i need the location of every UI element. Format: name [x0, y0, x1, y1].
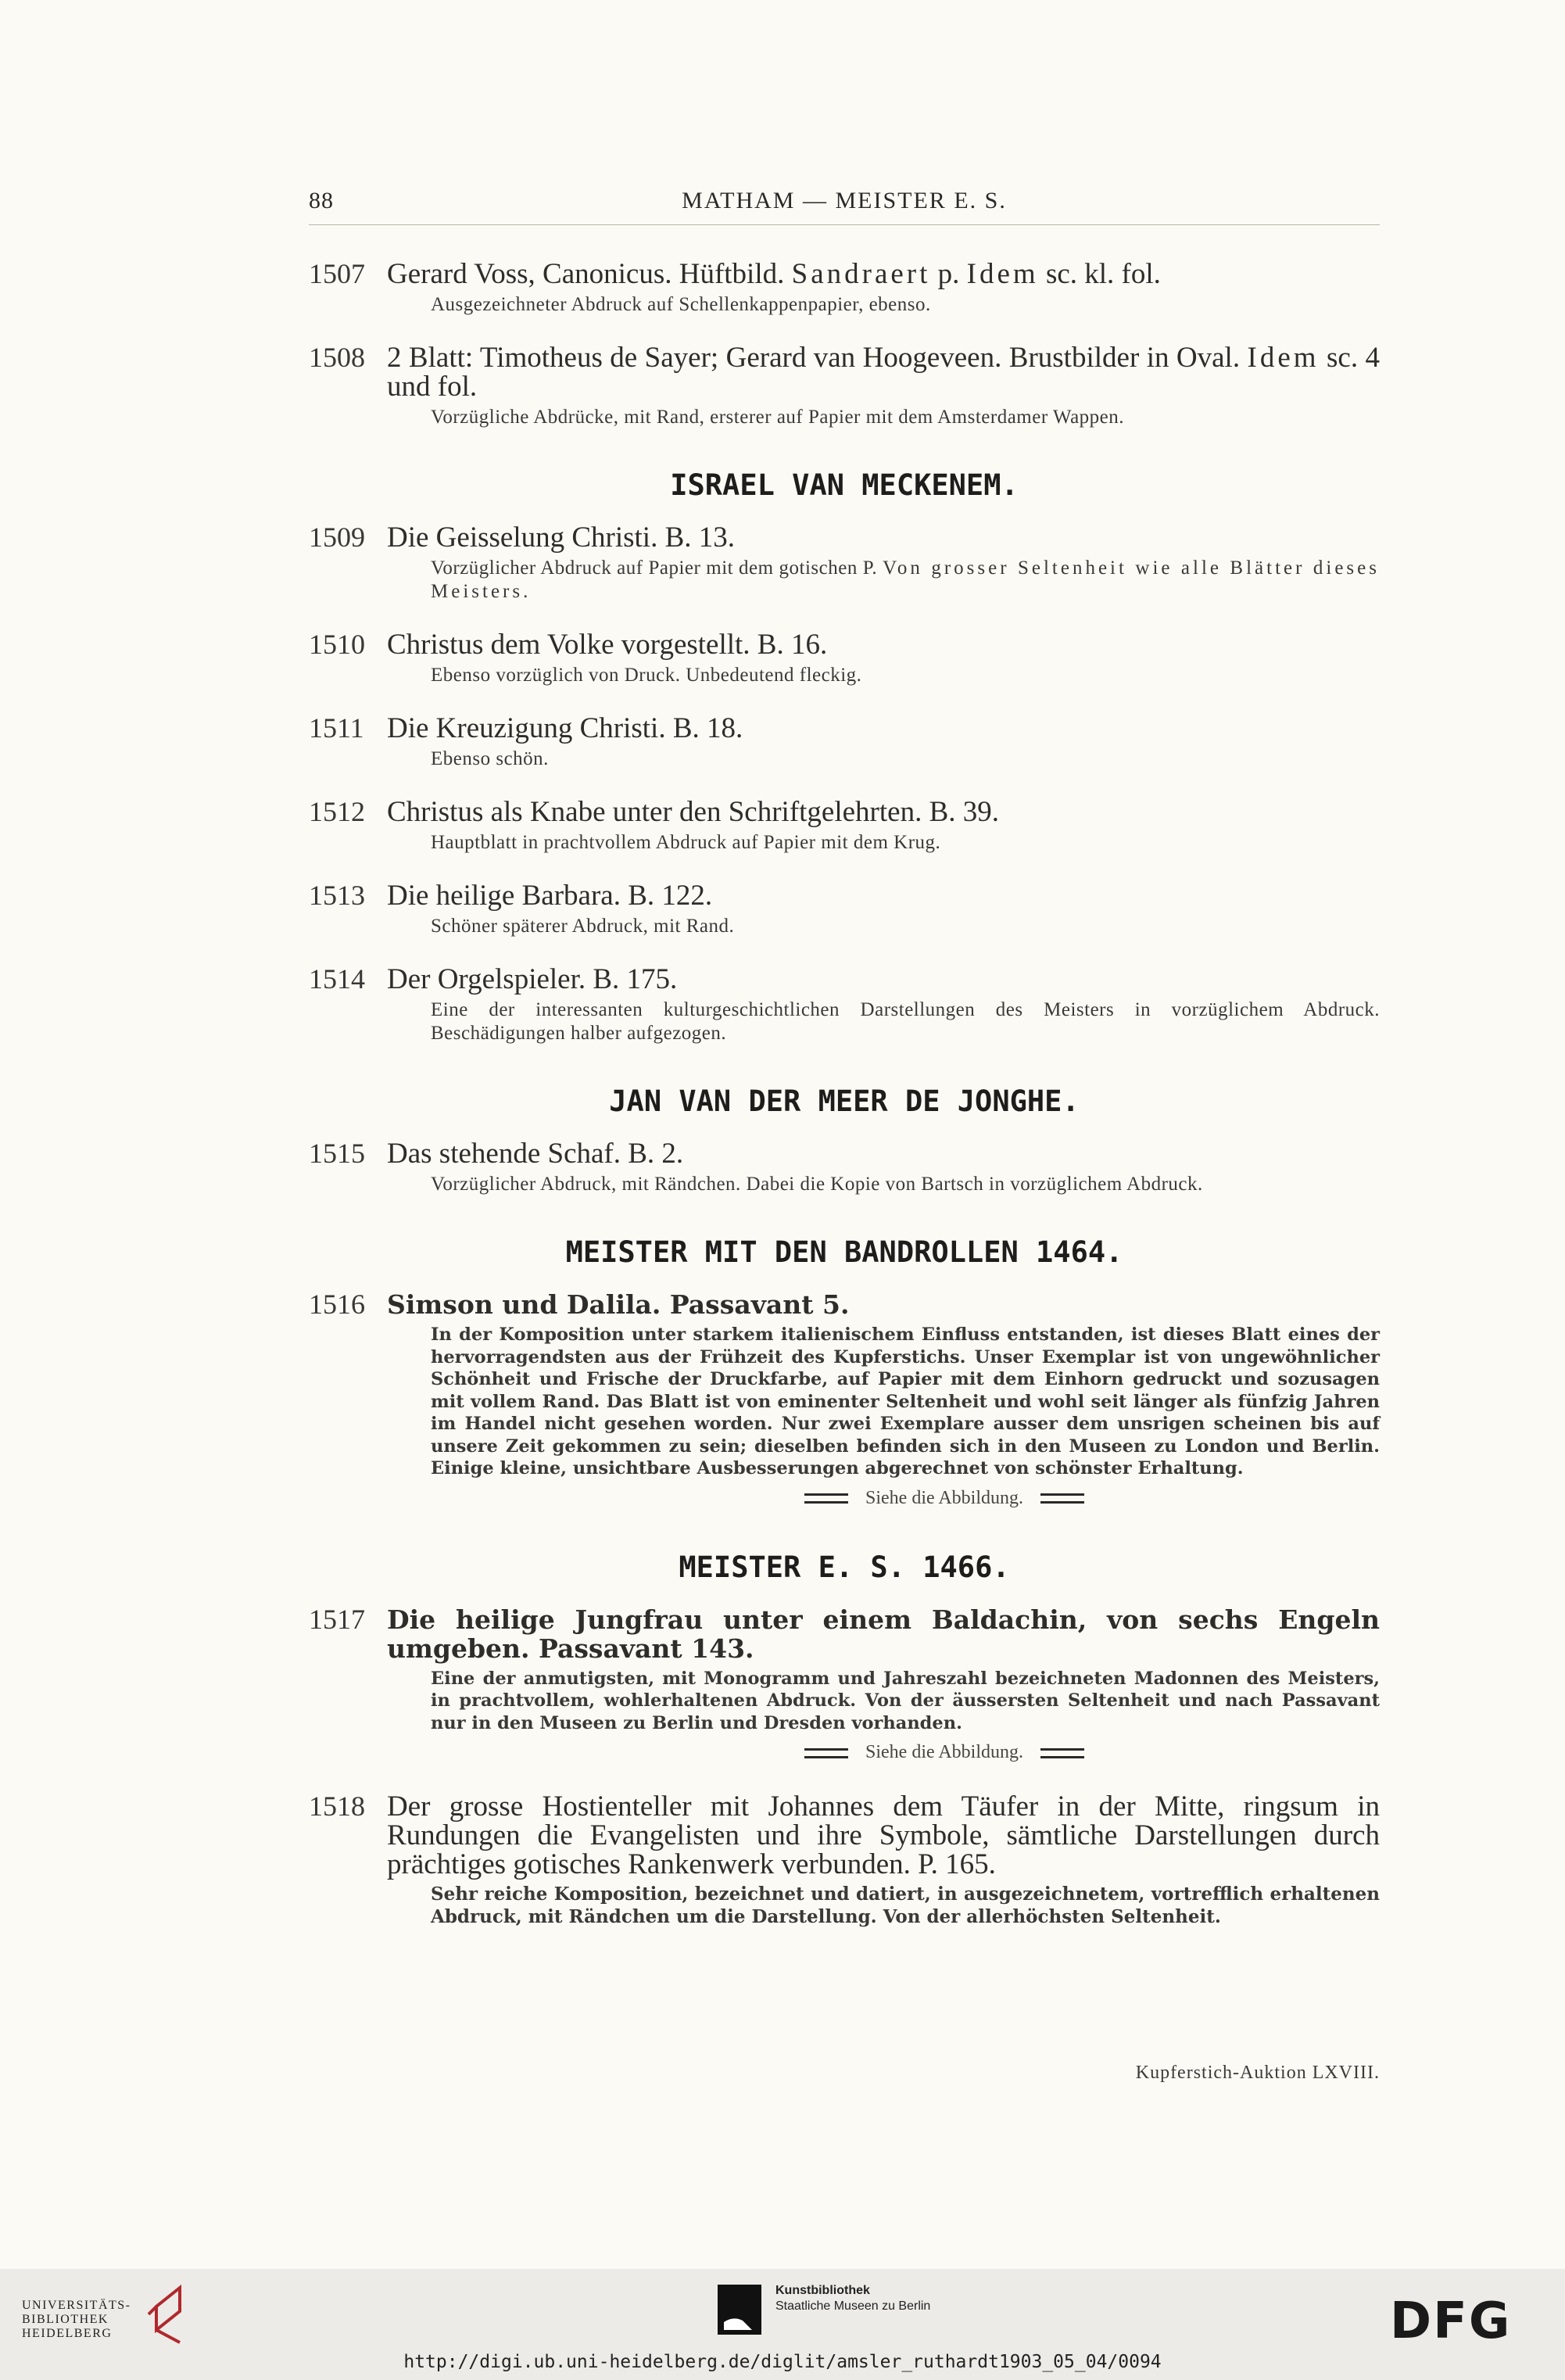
entry-number: 1513 [309, 880, 365, 911]
catalog-entry-1517 [309, 1605, 1380, 1766]
catalog-entry-1515 [309, 1139, 1380, 1196]
header-rule [309, 224, 1380, 225]
entry-title: Die heilige Jungfrau unter einem Baldachin, von sechs Engeln umgeben. Passavant 143. [387, 1604, 1380, 1664]
entry-note: Schöner späterer Abdruck, mit Rand. [431, 916, 735, 937]
entry-number: 1510 [309, 629, 365, 660]
double-rule [1040, 1748, 1084, 1758]
title-spaced-name: Idem [966, 258, 1039, 290]
ub-heidelberg-label[interactable] [22, 2299, 131, 2341]
entry-title: Der Orgelspieler. B. 175. [387, 963, 678, 995]
title-text: sc. kl. fol. [1038, 258, 1161, 290]
title-spaced-name: Idem [1247, 342, 1320, 374]
entry-title: Christus dem Volke vorgestellt. B. 16. [387, 629, 828, 661]
section-heading-meer: JAN VAN DER MEER DE JONGHE. [609, 1084, 1080, 1118]
entry-note: Vorzügliche Abdrücke, mit Rand, ersterer auf Papier mit dem Amsterdamer Wappen. [431, 407, 1125, 428]
kunstbibliothek-label[interactable] [775, 2283, 930, 2314]
entry-title: Die Kreuzigung Christi. B. 18. [387, 712, 743, 744]
double-rule [804, 1493, 848, 1504]
entry-number: 1509 [309, 522, 365, 553]
catalog-entry-1518 [309, 1792, 1380, 1928]
entry-note: Eine der interessanten kulturgeschichtlichen Darstellungen des Meisters in vorzüglichem Abdruck. Beschädigungen halber aufgezogen. [431, 999, 1380, 1044]
title-spaced-name: Sandraert [791, 258, 931, 290]
entry-note: Ebenso vorzüglich von Druck. Unbedeutend fleckig. [431, 665, 862, 686]
entry-title [387, 343, 1380, 401]
entry-note [431, 557, 1380, 604]
ub-line: HEIDELBERG [22, 2327, 113, 2340]
entry-title: Der grosse Hostienteller mit Johannes dem Täufer in der Mitte, ringsum in Rundungen die Evangelisten und ihre Symbole, sämtliche Darstellungen durch prächtiges gotisches Rankenwerk verbunden. P. 165. [387, 1790, 1380, 1880]
entry-note: Ausgezeichneter Abdruck auf Schellenkappenpapier, ebenso. [431, 294, 931, 315]
entry-note: Ebenso schön. [431, 748, 549, 769]
double-rule [804, 1748, 848, 1758]
entry-number: 1508 [309, 342, 365, 373]
catalog-entry-1509 [309, 523, 1380, 604]
ub-line: UNIVERSITÄTS- [22, 2299, 131, 2312]
entry-number: 1511 [309, 712, 364, 744]
entry-number: 1514 [309, 963, 365, 995]
note-spaced-text: Von grosser Seltenheit wie alle Blätter dieses Meisters. [431, 557, 1380, 602]
permalink-url[interactable]: http://digi.ub.uni-heidelberg.de/diglit/amsler_ruthardt1903_05_04/0094 [403, 2352, 1162, 2372]
see-illustration [509, 1485, 1380, 1511]
catalog-content [309, 260, 1380, 1955]
kb-subtitle: Staatliche Museen zu Berlin [775, 2299, 931, 2313]
entry-number: 1517 [309, 1603, 365, 1635]
entry-note: Sehr reiche Komposition, bezeichnet und datiert, in ausgezeichnetem, vortrefflich erhaltenen Abdruck, mit Rändchen um die Darstellung. Von der allerhöchsten Seltenheit. [431, 1884, 1380, 1927]
dfg-logo[interactable]: DFG [1390, 2292, 1512, 2350]
section-heading-meister-es: MEISTER E. S. 1466. [679, 1550, 1010, 1584]
catalog-entry-1511 [309, 714, 1380, 771]
entry-title [387, 260, 1380, 289]
see-illustration [509, 1739, 1380, 1765]
entry-title: Simson und Dalila. Passavant 5. [387, 1289, 850, 1320]
catalog-entry-1513 [309, 881, 1380, 938]
entry-number: 1515 [309, 1138, 365, 1169]
entry-title: Das stehende Schaf. B. 2. [387, 1138, 684, 1170]
note-text: Vorzüglicher Abdruck auf Papier mit dem gotischen P. [431, 557, 883, 579]
entry-number: 1516 [309, 1289, 365, 1320]
entry-note: Eine der anmutigsten, mit Monogramm und Jahreszahl bezeichneten Madonnen des Meisters, in prachtvollem, wohlerhaltenen Abdruck. Von der äussersten Seltenheit und nach Passavant nur in den Museen zu Berlin und Dresden vorhanden. [431, 1668, 1380, 1733]
page-header [309, 188, 1380, 219]
entry-note: Vorzüglicher Abdruck, mit Rändchen. Dabei die Kopie von Bartsch in vorzüglichem Abdruck. [431, 1174, 1203, 1195]
double-rule [1040, 1493, 1084, 1504]
signature-line: Kupferstich-Auktion LXVIII. [1135, 2063, 1380, 2083]
ub-logo-icon[interactable] [142, 2283, 189, 2346]
kunstbibliothek-logo-icon[interactable] [718, 2281, 765, 2339]
kb-name: Kunstbibliothek [775, 2284, 870, 2297]
see-illustration-text: Siehe die Abbildung. [865, 1742, 1023, 1762]
title-text: sc. 4 und fol. [387, 342, 1380, 403]
catalog-entry-1507 [309, 260, 1380, 317]
section-heading-bandrollen: MEISTER MIT DEN BANDROLLEN 1464. [565, 1235, 1123, 1269]
catalog-entry-1508 [309, 343, 1380, 429]
entry-title: Die Geisselung Christi. B. 13. [387, 522, 736, 554]
section-heading-meckenem: ISRAEL VAN MECKENEM. [670, 468, 1019, 502]
catalog-entry-1512 [309, 798, 1380, 855]
entry-title: Christus als Knabe unter den Schriftgelehrten. B. 39. [387, 796, 999, 828]
title-text: 2 Blatt: Timotheus de Sayer; Gerard van Hoogeveen. Brustbilder in Oval. [387, 342, 1248, 374]
see-illustration-text: Siehe die Abbildung. [865, 1487, 1023, 1508]
catalog-entry-1510 [309, 630, 1380, 687]
title-text: p. [930, 258, 967, 290]
entry-number: 1512 [309, 796, 365, 827]
page-number: 88 [309, 188, 334, 213]
entry-title: Die heilige Barbara. B. 122. [387, 880, 713, 912]
entry-note: In der Komposition unter starkem italienischem Einfluss entstanden, ist dieses Blatt eines der hervorragendsten aus der Frühzeit des Kupferstichs. Unser Exemplar ist von ungewöhnlicher Schönheit und Frische der Druckfarbe, auf Papier mit dem Einhorn gedruckt und sozusagen mit vollem Rand. Das Blatt ist von eminenter Seltenheit und wohl seit länger als fünfzig Jahren im Handel nicht gesehen worden. Nur zwei Exemplare ausser dem unsrigen scheinen bis auf unsere Zeit gekommen zu sein; dieselben befinden sich in den Museen zu London und Berlin. Einige kleine, unsichtbare Ausbesserungen abgerechnet von schönster Erhaltung. [431, 1324, 1380, 1479]
running-head: MATHAM — MEISTER E. S. [682, 188, 1007, 213]
catalog-entry-1516 [309, 1290, 1380, 1511]
entry-number: 1507 [309, 258, 365, 289]
catalog-entry-1514 [309, 965, 1380, 1045]
title-text: Gerard Voss, Canonicus. Hüftbild. [387, 258, 792, 290]
entry-number: 1518 [309, 1790, 365, 1822]
entry-note: Hauptblatt in prachtvollem Abdruck auf Papier mit dem Krug. [431, 832, 941, 853]
ub-line: BIBLIOTHEK [22, 2313, 109, 2326]
